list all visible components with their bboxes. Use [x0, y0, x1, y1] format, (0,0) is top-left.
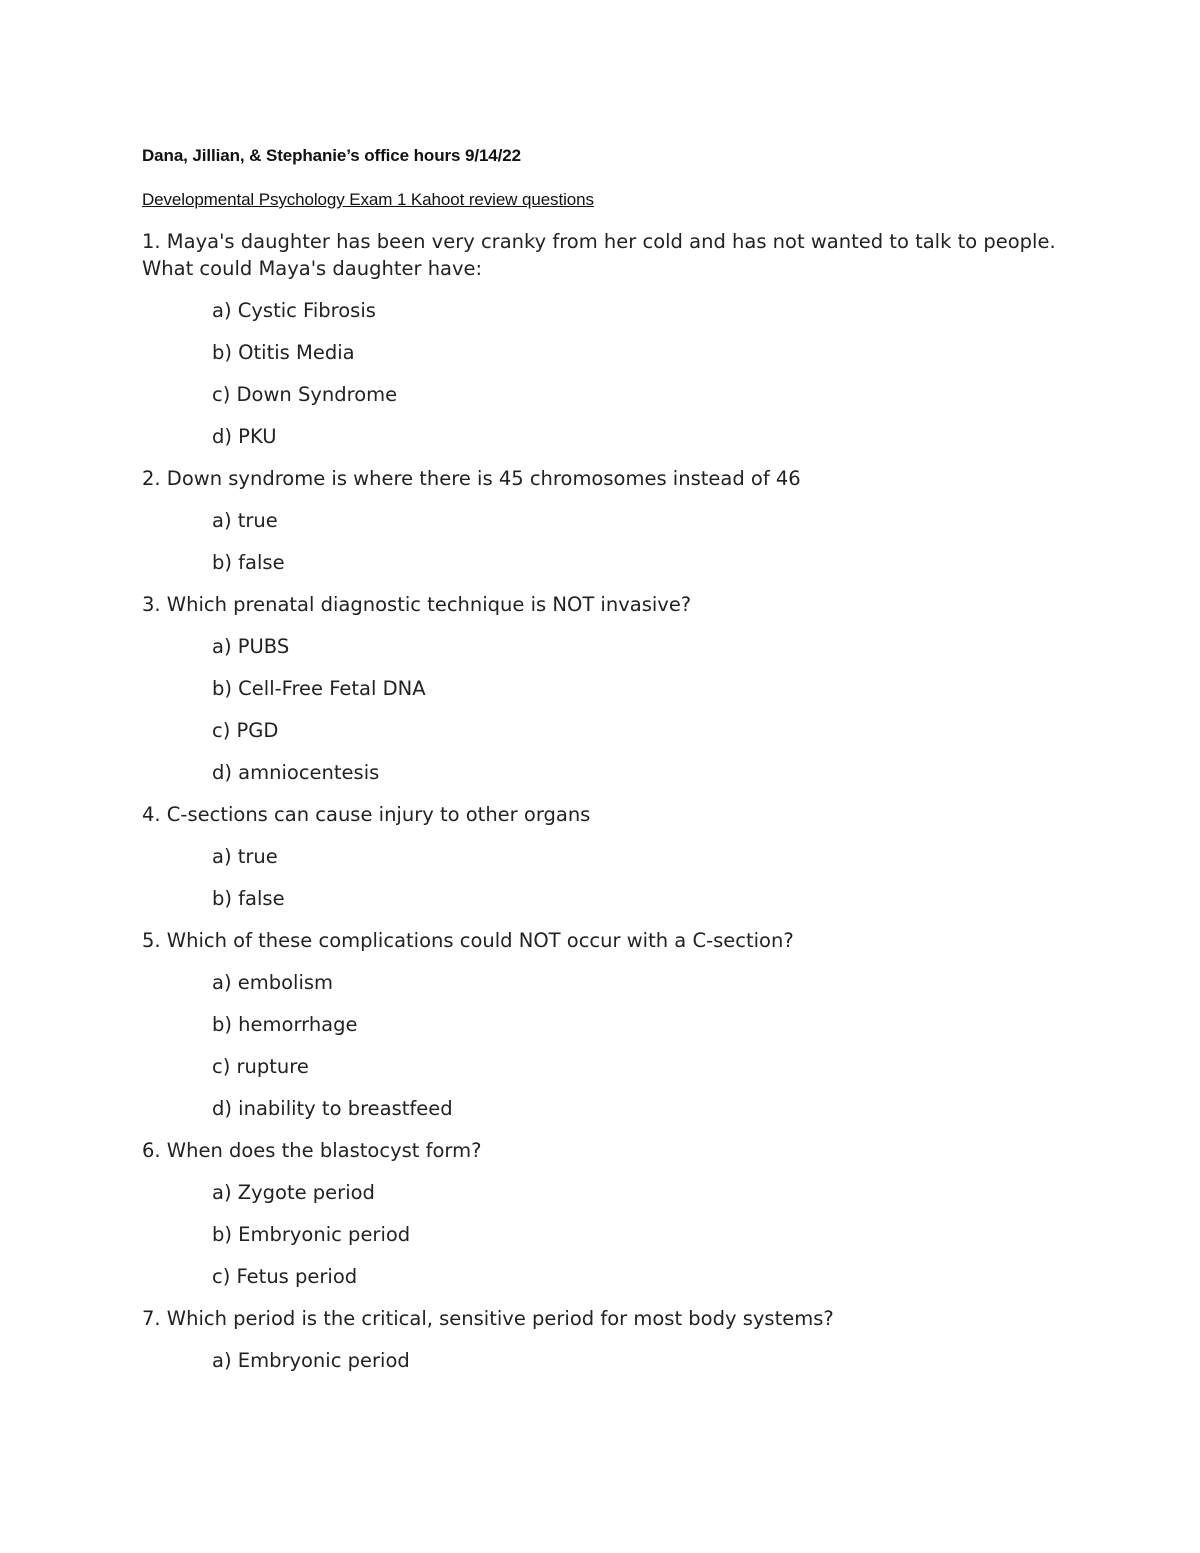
answer-option: b) false: [212, 551, 285, 574]
question-2: [142, 465, 1062, 576]
question-5: [142, 927, 1062, 1122]
answer-option: a) embolism: [212, 971, 334, 994]
answer-option: c) Down Syndrome: [212, 383, 398, 406]
answer-option: c) PGD: [212, 719, 279, 742]
question-text: 6. When does the blastocyst form?: [142, 1139, 482, 1162]
answer-option: b) Embryonic period: [212, 1223, 411, 1246]
question-text: 2. Down syndrome is where there is 45 chromosomes instead of 46: [142, 467, 801, 490]
question-text: 5. Which of these complications could NOT occur with a C-section?: [142, 929, 794, 952]
document-content: [142, 144, 1062, 1389]
answer-option: d) amniocentesis: [212, 761, 380, 784]
answer-option: b) hemorrhage: [212, 1013, 358, 1036]
answer-option: a) true: [212, 509, 278, 532]
answer-option: a) true: [212, 845, 278, 868]
answer-option: d) inability to breastfeed: [212, 1097, 453, 1120]
answer-option: b) Otitis Media: [212, 341, 355, 364]
question-text: 7. Which period is the critical, sensitive period for most body systems?: [142, 1307, 834, 1330]
document-subheading: Developmental Psychology Exam 1 Kahoot review questions: [142, 190, 594, 209]
question-text: 1. Maya's daughter has been very cranky from her cold and has not wanted to talk to people. What could Maya's daughter have:: [142, 230, 1056, 280]
answer-option: b) false: [212, 887, 285, 910]
answer-option: b) Cell-Free Fetal DNA: [212, 677, 426, 700]
answer-option: a) Cystic Fibrosis: [212, 299, 376, 322]
answer-option: a) PUBS: [212, 635, 290, 658]
question-text: 3. Which prenatal diagnostic technique is NOT invasive?: [142, 593, 692, 616]
answer-option: c) Fetus period: [212, 1265, 358, 1288]
question-6: [142, 1137, 1062, 1290]
answer-option: a) Zygote period: [212, 1181, 375, 1204]
question-7: [142, 1305, 1062, 1374]
document-heading: Dana, Jillian, & Stephanie’s office hours 9/14/22: [142, 146, 521, 165]
question-3: [142, 591, 1062, 786]
answer-option: c) rupture: [212, 1055, 309, 1078]
answer-option: a) Embryonic period: [212, 1349, 410, 1372]
question-4: [142, 801, 1062, 912]
question-1: [142, 228, 1062, 450]
question-text: 4. C-sections can cause injury to other organs: [142, 803, 591, 826]
question-list: [142, 228, 1062, 1374]
answer-option: d) PKU: [212, 425, 277, 448]
